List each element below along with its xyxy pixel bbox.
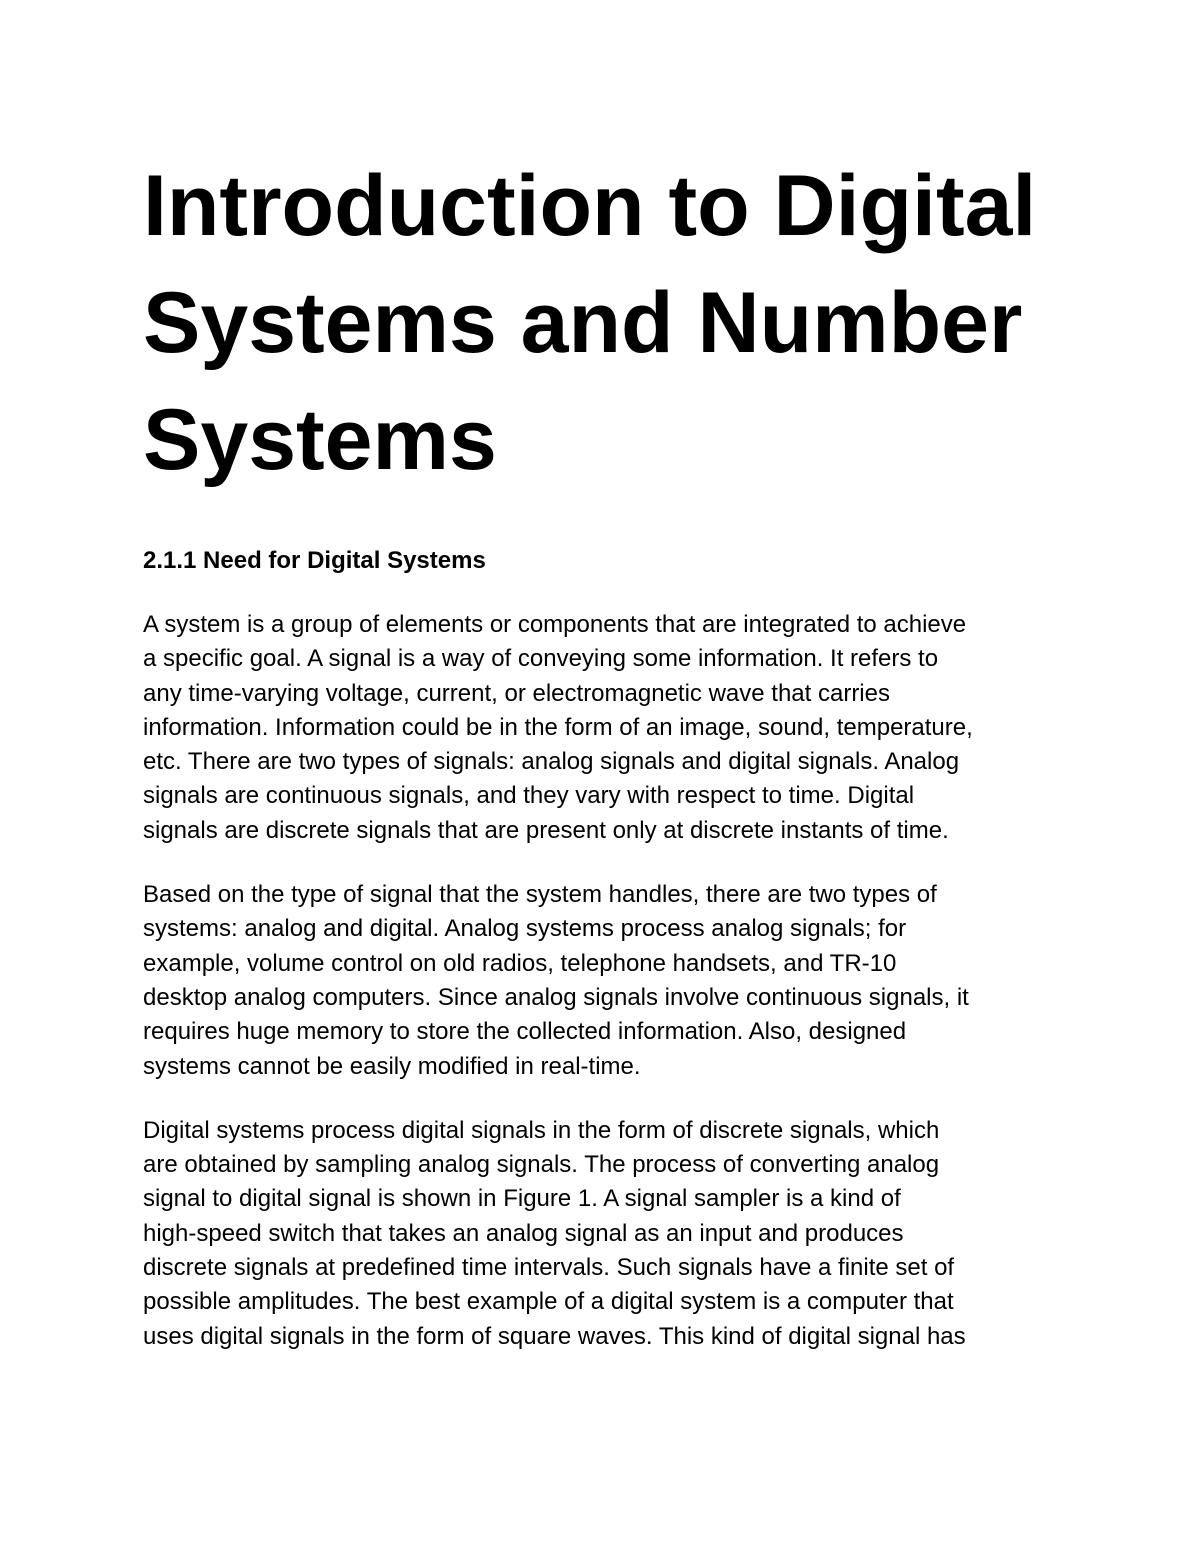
text-line: requires huge memory to store the collected information. Also, designed bbox=[143, 1018, 907, 1046]
document-body bbox=[143, 608, 1063, 1354]
text-line: a specific goal. A signal is a way of conveying some information. It refers to bbox=[143, 645, 939, 673]
section-heading: 2.1.1 Need for Digital Systems bbox=[143, 547, 486, 574]
text-line: possible amplitudes. The best example of a digital system is a computer that bbox=[143, 1288, 954, 1316]
title-line: Introduction to Digital bbox=[143, 158, 1037, 254]
text-line: systems: analog and digital. Analog systems process analog signals; for bbox=[143, 915, 907, 943]
text-line: example, volume control on old radios, telephone handsets, and TR-10 bbox=[143, 949, 897, 977]
text-line: signals are discrete signals that are present only at discrete instants of time. bbox=[143, 816, 949, 844]
text-line: uses digital signals in the form of square waves. This kind of digital signal has bbox=[143, 1322, 966, 1350]
text-line: high-speed switch that takes an analog signal as an input and produces bbox=[143, 1219, 904, 1247]
document-page bbox=[143, 148, 1063, 1384]
paragraph-2 bbox=[143, 878, 1063, 1084]
text-line: Digital systems process digital signals in the form of discrete signals, which bbox=[143, 1116, 940, 1144]
text-line: are obtained by sampling analog signals. The process of converting analog bbox=[143, 1151, 940, 1179]
text-line: systems cannot be easily modified in real-time. bbox=[143, 1052, 641, 1080]
text-line: discrete signals at predefined time intervals. Such signals have a finite set of bbox=[143, 1254, 955, 1282]
text-line: any time-varying voltage, current, or electromagnetic wave that carries bbox=[143, 679, 890, 707]
text-line: desktop analog computers. Since analog signals involve continuous signals, it bbox=[143, 983, 969, 1011]
text-line: A system is a group of elements or components that are integrated to achieve bbox=[143, 611, 967, 638]
paragraph-1 bbox=[143, 608, 1063, 848]
text-line: etc. There are two types of signals: analog signals and digital signals. Analog bbox=[143, 748, 960, 776]
text-line: signals are continuous signals, and they vary with respect to time. Digital bbox=[143, 782, 915, 810]
text-line: Based on the type of signal that the system handles, there are two types of bbox=[143, 881, 937, 909]
paragraph-3 bbox=[143, 1114, 1063, 1354]
text-line: signal to digital signal is shown in Figure 1. A signal sampler is a kind of bbox=[143, 1185, 901, 1213]
document-title bbox=[143, 148, 1063, 499]
title-line: Systems and Number bbox=[143, 275, 1023, 371]
text-line: information. Information could be in the form of an image, sound, temperature, bbox=[143, 713, 973, 741]
title-line: Systems bbox=[143, 392, 497, 488]
